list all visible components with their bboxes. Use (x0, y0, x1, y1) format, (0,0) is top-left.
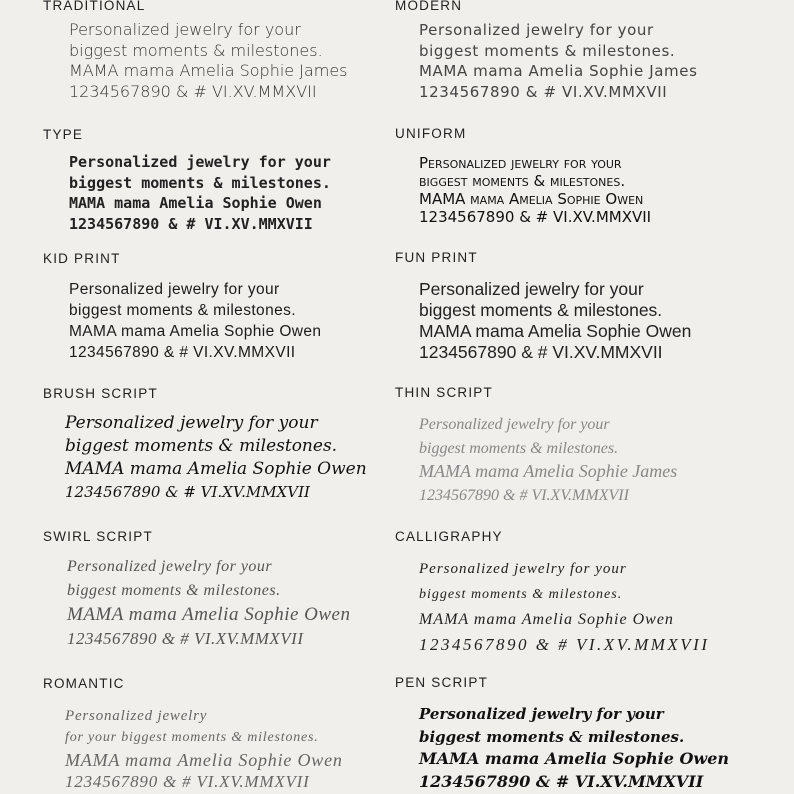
sample-line: MAMA mama Amelia Sophie Owen (65, 750, 343, 770)
sample-line: for your biggest moments & milestones. (65, 730, 319, 745)
sample-line: Personalized jewelry for your (419, 21, 654, 39)
sample-line: MAMA mama Amelia Sophie Owen (69, 323, 322, 340)
font-style-title: KID PRINT (43, 251, 121, 266)
sample-line: MAMA mama Amelia Sophie Owen (69, 194, 322, 212)
sample-line: MAMA mama Amelia Sophie Owen (419, 321, 692, 341)
sample-line: 1234567890 & # VI.XV.MMXVII (69, 81, 317, 101)
sample-line: MAMA mama Amelia Sophie James (419, 461, 678, 481)
sample-line: Personalized jewelry (65, 708, 208, 724)
font-style-title: ROMANTIC (43, 676, 125, 691)
font-style-title: BRUSH SCRIPT (43, 386, 158, 401)
sample-line: biggest moments & milestones. (69, 302, 296, 319)
sample-line: biggest moments & milestones. (419, 41, 676, 60)
sample-line: biggest moments & milestones. (419, 172, 626, 190)
sample-line: 1234567890 & # VI.XV.MMXVII (69, 214, 313, 233)
font-style-title: TYPE (43, 127, 84, 142)
font-style-title: CALLIGRAPHY (395, 529, 503, 544)
sample-line: 1234567890 & # VI.XV.MMXVII (419, 771, 704, 791)
sample-line: biggest moments & milestones. (419, 439, 619, 457)
sample-line: Personalized jewelry for your (69, 153, 331, 171)
sample-line: biggest moments & milestones. (69, 173, 331, 192)
sample-line: Personalized jewelry for your (419, 279, 644, 299)
font-style-title: FUN PRINT (395, 250, 478, 265)
font-style-title: SWIRL SCRIPT (43, 529, 153, 544)
sample-line: biggest moments & milestones. (419, 587, 623, 602)
sample-line: Personalized jewelry for your (69, 281, 280, 298)
sample-line: biggest moments & milestones. (419, 727, 685, 746)
sample-line: biggest moments & milestones. (69, 40, 323, 60)
font-style-title: THIN SCRIPT (395, 385, 493, 400)
sample-line: 1234567890 & # VI.XV.MMXVII (419, 208, 652, 226)
sample-line: 1234567890 & # VI.XV.MMXVII (419, 342, 663, 362)
sample-line: biggest moments & milestones. (419, 300, 663, 320)
sample-line: biggest moments & milestones. (67, 582, 281, 599)
sample-line: biggest moments & milestones. (65, 436, 338, 456)
sample-line: Personalized jewelry for your (419, 705, 664, 723)
sample-line: MAMA mama Amelia Sophie Owen (419, 190, 644, 208)
sample-line: MAMA mama Amelia Sophie James (419, 62, 698, 80)
sample-line: MAMA mama Amelia Sophie Owen (419, 749, 729, 768)
sample-line: Personalized jewelry for your (419, 154, 622, 172)
sample-line: Personalized jewelry for your (65, 413, 318, 433)
sample-line: 1234567890 & # VI.XV.MMXVII (419, 486, 629, 504)
font-style-title: MODERN (395, 0, 463, 13)
sample-line: Personalized jewelry for your (67, 558, 273, 575)
sample-line: Personalized jewelry for your (419, 416, 610, 433)
font-style-title: TRADITIONAL (43, 0, 146, 13)
sample-line: Personalized jewelry for your (69, 20, 301, 39)
sample-line: 1234567890 & # VI.XV.MMXVII (69, 344, 296, 361)
sample-line: Personalized jewelry for your (419, 561, 627, 577)
sample-line: 1234567890 & # VI.XV.MMXVII (419, 635, 710, 654)
sample-line: 1234567890 & # VI.XV.MMXVII (65, 772, 310, 791)
font-style-title: UNIFORM (395, 126, 467, 141)
sample-line: 1234567890 & # VI.XV.MMXVII (65, 483, 310, 501)
sample-line: MAMA mama Amelia Sophie James (69, 61, 348, 80)
font-style-title: PEN SCRIPT (395, 675, 489, 690)
sample-line: 1234567890 & # VI.XV.MMXVII (67, 629, 304, 648)
sample-line: MAMA mama Amelia Sophie Owen (65, 459, 367, 479)
sample-line: MAMA mama Amelia Sophie Owen (419, 611, 674, 628)
sample-line: MAMA mama Amelia Sophie Owen (67, 604, 351, 625)
sample-line: 1234567890 & # VI.XV.MMXVII (419, 82, 668, 101)
